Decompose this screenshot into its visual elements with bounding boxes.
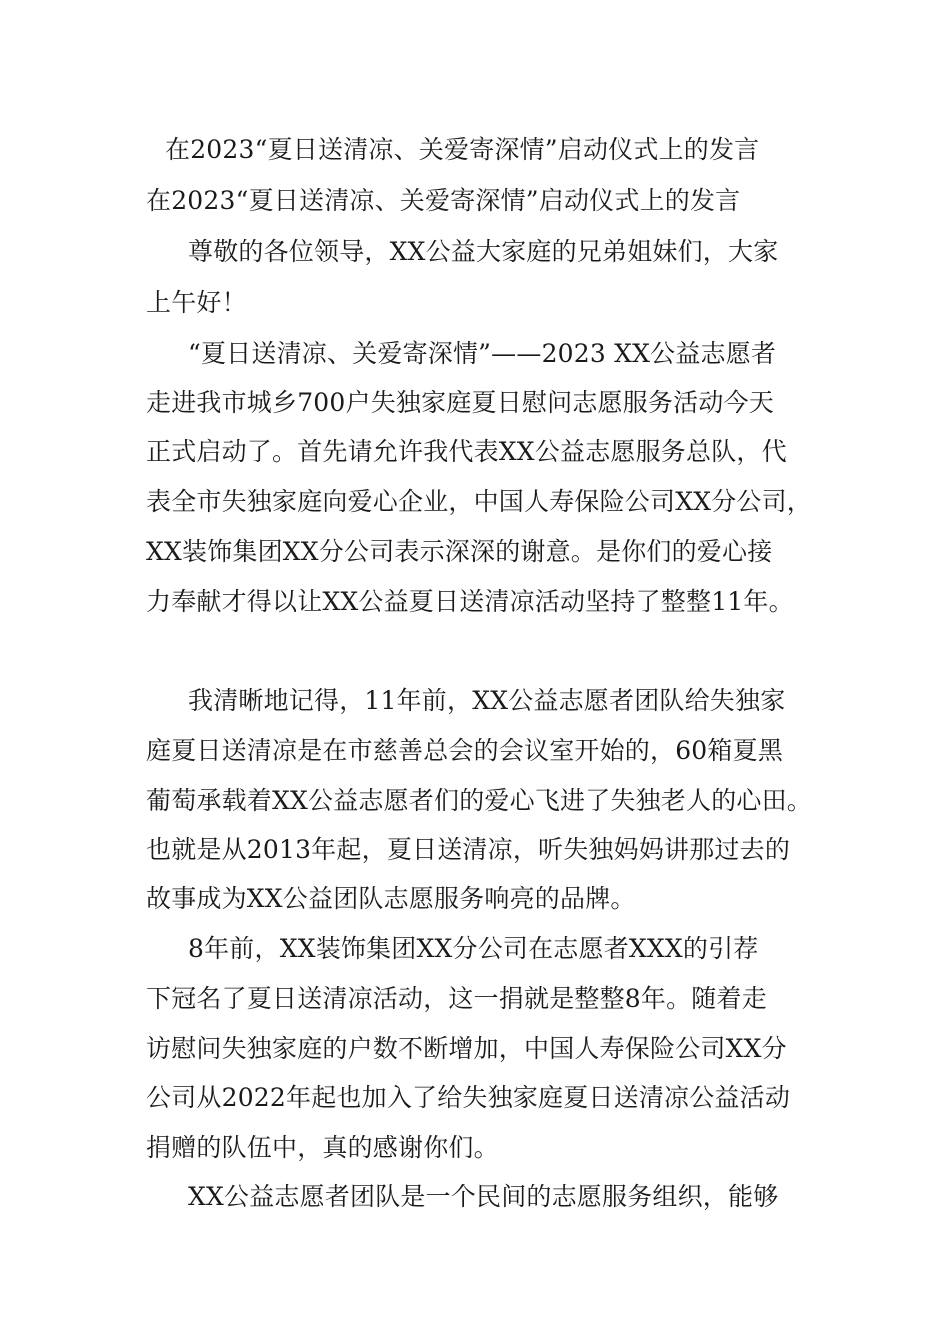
paragraph-line: 葡萄承载着XX公益志愿者们的爱心飞进了失独老人的心田。 bbox=[146, 786, 812, 815]
paragraph-line: 尊敬的各位领导，XX公益大家庭的兄弟姐妹们，大家 bbox=[188, 237, 779, 266]
paragraph-line: 故事成为XX公益团队志愿服务响亮的品牌。 bbox=[146, 884, 636, 913]
paragraph-line: 正式启动了。首先请允许我代表XX公益志愿服务总队，代 bbox=[146, 437, 787, 466]
paragraph-line: 走进我市城乡700户失独家庭夏日慰问志愿服务活动今天 bbox=[146, 388, 774, 417]
paragraph-line: 8年前，XX装饰集团XX分公司在志愿者XXX的引荐 bbox=[188, 934, 759, 963]
paragraph-line: 表全市失独家庭向爱心企业，中国人寿保险公司XX分公司， bbox=[146, 487, 812, 516]
paragraph-line: 公司从2022年起也加入了给失独家庭夏日送清凉公益活动 bbox=[146, 1083, 791, 1112]
paragraph-line: XX装饰集团XX分公司表示深深的谢意。是你们的爱心接 bbox=[146, 537, 773, 566]
paragraph-line: 捐赠的队伍中，真的感谢你们。 bbox=[146, 1133, 499, 1162]
paragraph-line: 上午好！ bbox=[146, 288, 247, 317]
paragraph-line: 访慰问失独家庭的户数不断增加，中国人寿保险公司XX分 bbox=[146, 1034, 787, 1063]
document-subtitle: 在2023“夏日送清凉、关爱寄深情”启动仪式上的发言 bbox=[146, 186, 741, 215]
paragraph-line: 下冠名了夏日送清凉活动，这一捐就是整整8年。随着走 bbox=[146, 984, 767, 1013]
paragraph-line: 我清晰地记得，11年前，XX公益志愿者团队给失独家 bbox=[188, 686, 786, 715]
paragraph-line: 力奉献才得以让XX公益夏日送清凉活动坚持了整整11年。 bbox=[146, 587, 794, 616]
paragraph-line: 庭夏日送清凉是在市慈善总会的会议室开始的，60箱夏黑 bbox=[146, 736, 784, 765]
paragraph-line: XX公益志愿者团队是一个民间的志愿服务组织，能够 bbox=[188, 1182, 779, 1211]
paragraph-line: 也就是从2013年起，夏日送清凉，听失独妈妈讲那过去的 bbox=[146, 835, 791, 864]
document-title: 在2023“夏日送清凉、关爱寄深情”启动仪式上的发言 bbox=[165, 135, 760, 164]
paragraph-line: “夏日送清凉、关爱寄深情”——2023 XX公益志愿者 bbox=[188, 339, 777, 368]
